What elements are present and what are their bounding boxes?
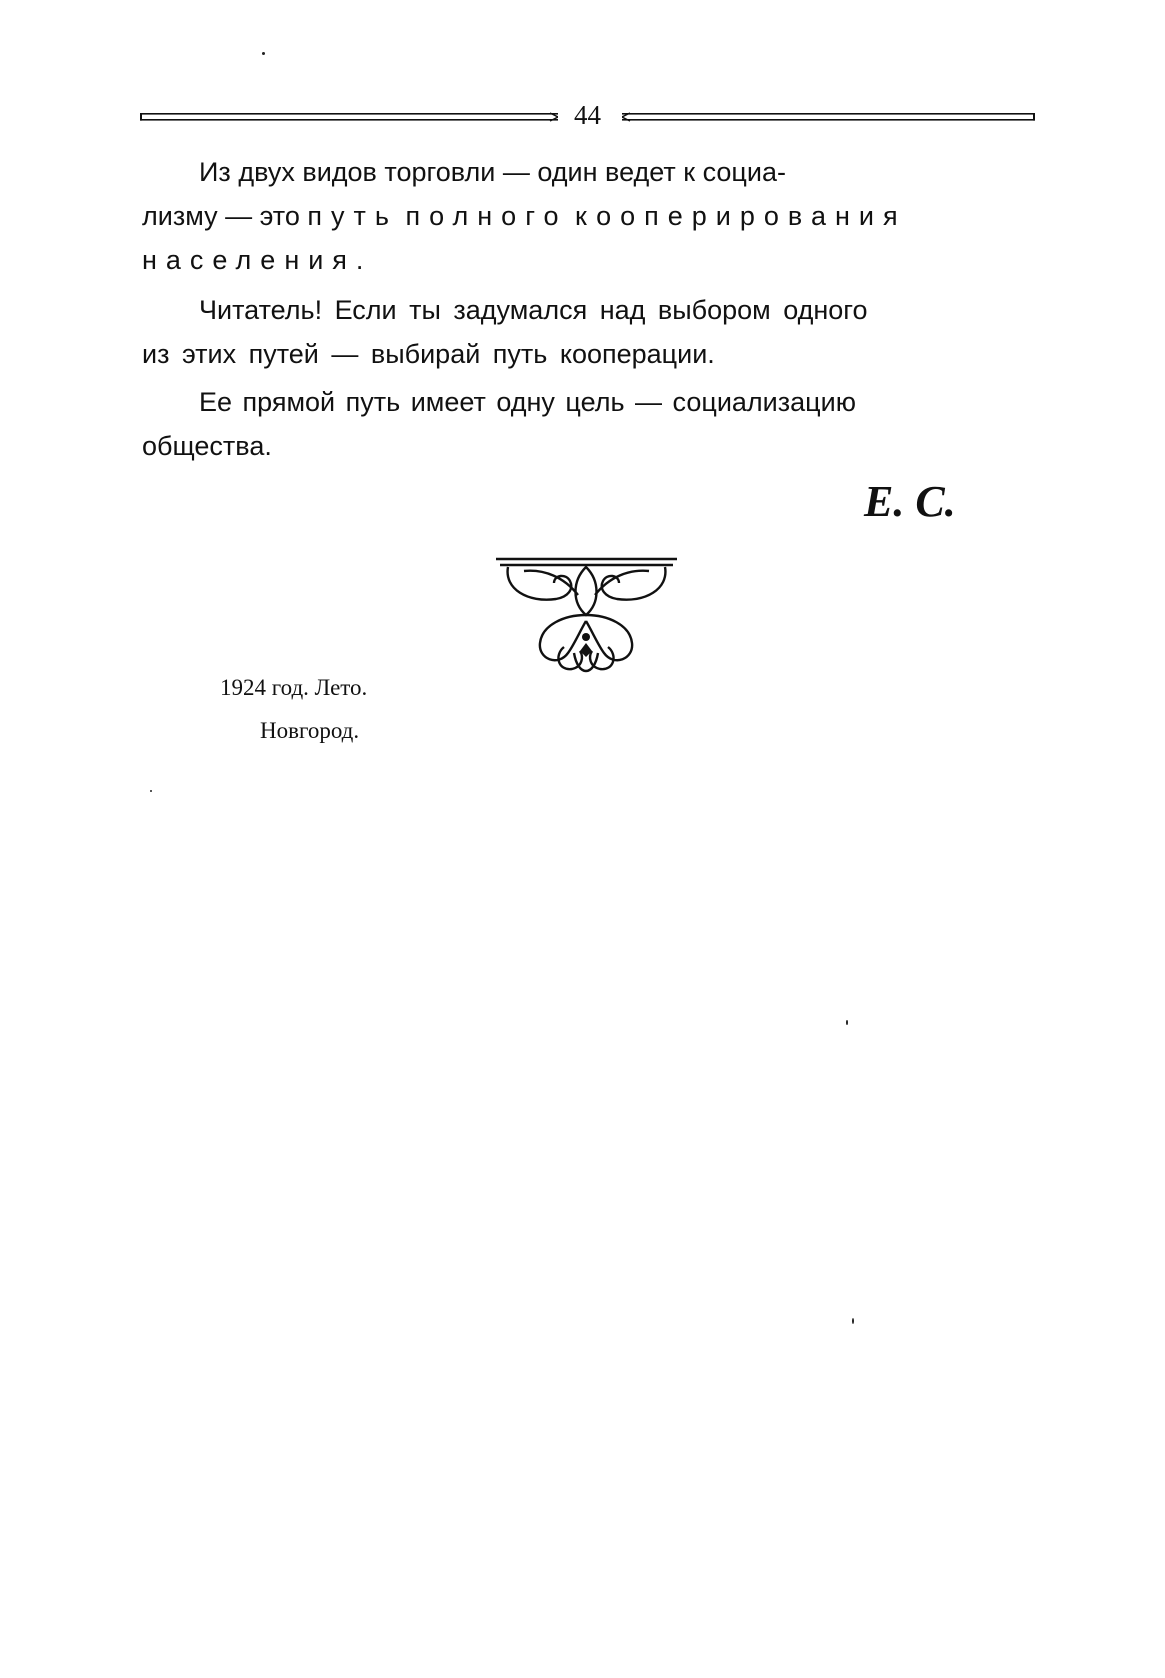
word: ведет xyxy=(605,157,676,187)
paragraph-3-line-1: Ее прямой путь имеет одну цель — социализацию xyxy=(199,387,856,417)
page-header xyxy=(140,95,1035,135)
word: торговли — один xyxy=(384,157,598,187)
word: путь xyxy=(307,201,398,231)
word: лизму — xyxy=(142,201,253,231)
signature-initials xyxy=(860,470,980,530)
word: социа- xyxy=(702,157,786,187)
ink-speck xyxy=(262,52,265,55)
word: кооперирования xyxy=(574,201,907,231)
ink-speck xyxy=(150,790,152,792)
floral-vignette-icon xyxy=(494,555,679,680)
word: полного xyxy=(405,201,568,231)
paragraph-1-line-1 xyxy=(142,150,1035,194)
paragraph-2-line-2: из этих путей — выбирай путь кооперации. xyxy=(142,339,715,369)
word: к xyxy=(683,157,696,187)
paragraph-2 xyxy=(142,288,1035,376)
word: двух xyxy=(238,157,295,187)
paragraph-3 xyxy=(142,380,1035,468)
paragraph-1 xyxy=(142,150,1035,282)
paragraph-1-line-2 xyxy=(142,194,1035,238)
word: Из xyxy=(199,157,231,187)
page-number: 44 xyxy=(574,100,601,130)
paragraph-2-line-1: Читатель! Если ты задумался над выбором одного xyxy=(199,295,868,325)
word: это xyxy=(259,201,300,231)
paragraph-3-line-2: общества. xyxy=(142,431,272,461)
right-header-rule xyxy=(622,112,1035,122)
signature-text: Е. С. xyxy=(864,477,956,526)
ink-speck xyxy=(846,1020,848,1025)
ink-speck xyxy=(852,1318,854,1324)
paragraph-1-line-3: населения. xyxy=(142,245,373,275)
date-line: 1924 год. Лето. xyxy=(220,675,368,700)
body-text xyxy=(142,150,1035,468)
place-line: Новгород. xyxy=(260,718,360,743)
word: видов xyxy=(302,157,377,187)
